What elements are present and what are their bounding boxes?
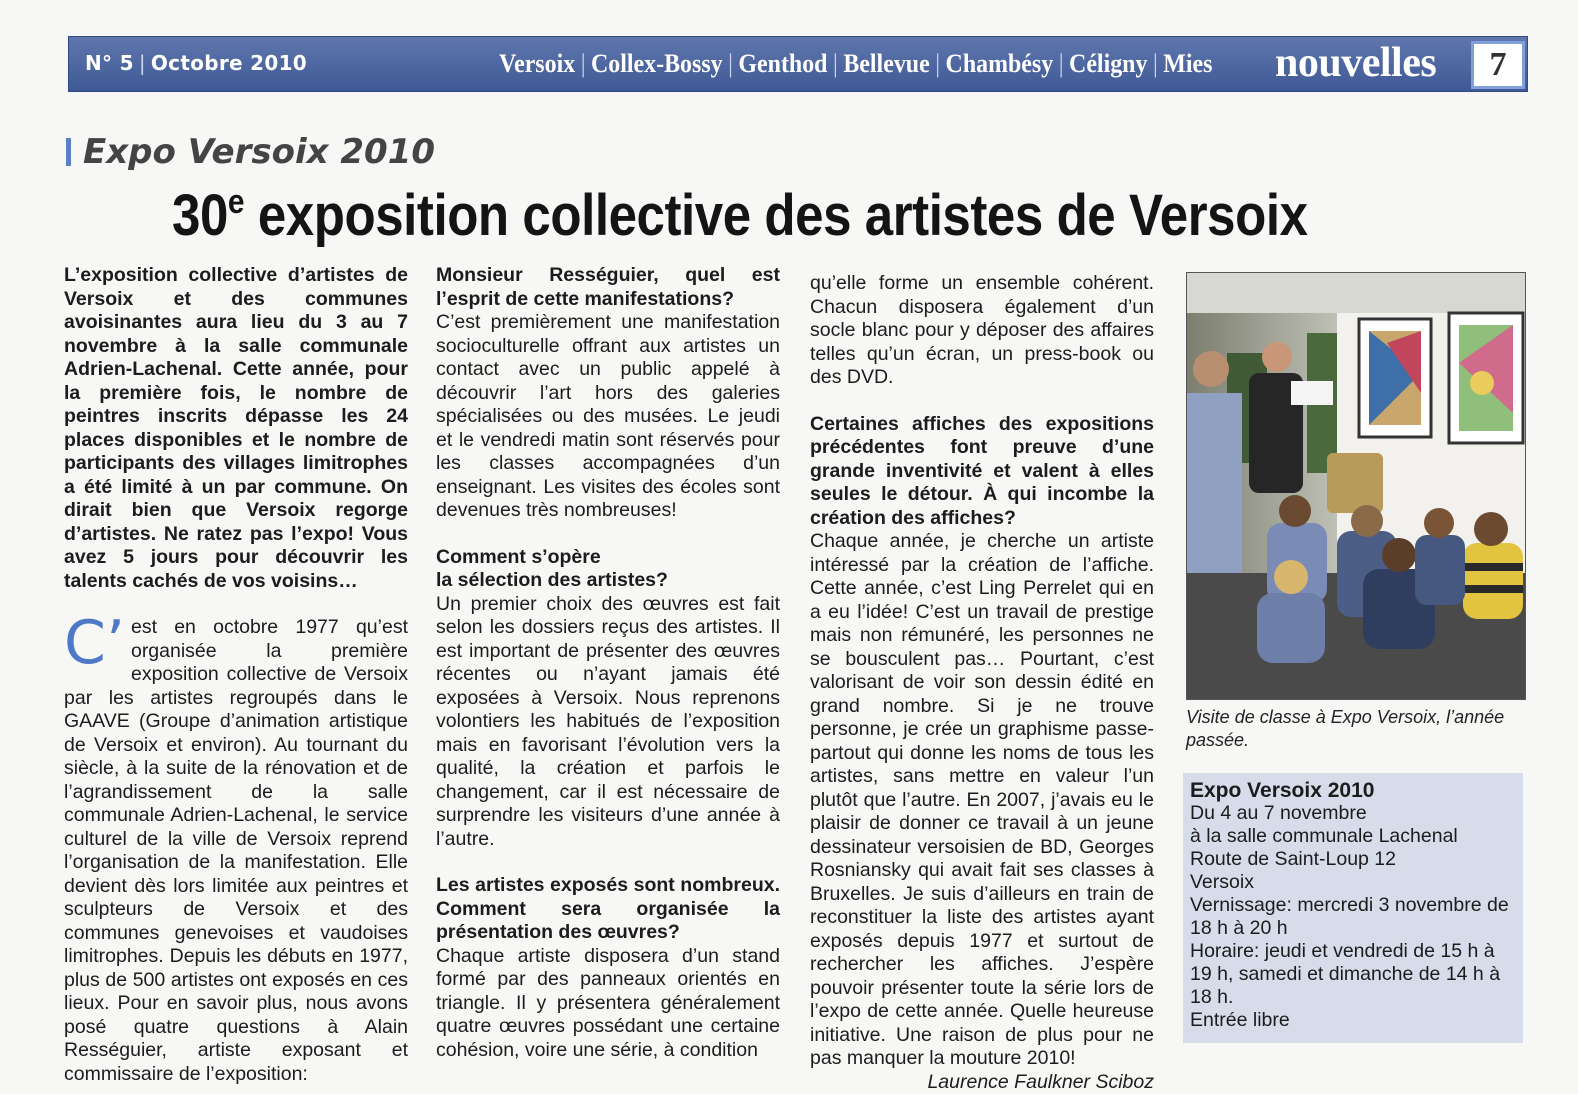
headline-superscript: e (228, 183, 244, 221)
commune: Genthod (738, 49, 827, 78)
headline-number: 30 (172, 183, 228, 248)
event-info-box (1183, 773, 1523, 1043)
info-hours: Horaire: jeudi et vendredi de 15 h à 19 h, samedi et dimanche de 14 h à 18 h. (1190, 940, 1516, 1009)
question-1: Monsieur Rességuier, quel est l’esprit de cette manifestations? (436, 264, 780, 311)
answer-3: Chaque artiste disposera d’un stand formé par des panneaux orientés en triangle. Il y présentera généralement quatre œuvres possédant une certaine cohésion, voire une série, à condition (436, 945, 780, 1063)
article-body-intro (64, 616, 408, 1086)
classroom-visit-photo (1187, 273, 1526, 700)
commune: Mies (1163, 49, 1212, 78)
issue-number: N° 5 (85, 51, 134, 75)
article-headline (172, 182, 1308, 249)
answer-2: Un premier choix des œuvres est fait selon les dossiers reçus des artistes. Il est important de présenter des œuvres récentes ou n’ayant jamais été exposées à Versoix. Nous reprenons volontiers les habitués de l’exposition mais en favorisant l’évolution vers la qualité, la création et parfois le changement, car il est nécessaire de surprendre les visiteurs d’une année à l’autre. (436, 593, 780, 852)
article-photo (1186, 272, 1526, 700)
commune: Bellevue (843, 49, 929, 78)
commune: Chambésy (946, 49, 1054, 78)
headline-text: exposition collective des artistes de Versoix (244, 183, 1307, 248)
question-3: Les artistes exposés sont nombreux. Comment sera organisée la présentation des œuvres? (436, 874, 780, 945)
info-address: Route de Saint-Loup 12 (1190, 848, 1516, 871)
rubric-bar (66, 138, 71, 166)
body-text: est en octobre 1977 qu’est organisée la première exposition collective de Versoix par les artistes regroupés dans le GAAVE (Groupe d’animation artistique de Versoix et environ). Au tournant du siècle, à la suite de la rénovation et de l’agrandissement de la salle communale Adrien-Lachenal, le service culturel de la ville de Versoix reprend l’organisation de la manifestation. Elle devient dès lors limitée aux peintres et sculpteurs de Versoix et des communes genevoises et vaudoises limitrophes. Depuis les débuts en 1977, plus de 500 artistes ont exposés en ces lieux. Pour en savoir plus, nous avons posé quatre questions à Alain Rességuier, artiste exposant et commissaire de l’exposition: (64, 616, 408, 1085)
answer-1: C’est premièrement une manifestation socioculturelle offrant aux artistes un contact avec un public appelé à découvrir l’art hors des galeries spécialisées ou des musées. Le jeudi et le vendredi matin sont réservés pour les classes accompagnées d’un enseignant. Les visites des écoles sont devenues très nombreuses! (436, 311, 780, 523)
commune: Versoix (499, 49, 575, 78)
page-number: 7 (1471, 41, 1525, 89)
rubric-text: Expo Versoix 2010 (83, 132, 435, 172)
info-city: Versoix (1190, 871, 1516, 894)
info-venue: à la salle communale Lachenal (1190, 825, 1516, 848)
commune: Collex-Bossy (591, 49, 723, 78)
issue-date: Octobre 2010 (151, 51, 307, 75)
info-dates: Du 4 au 7 novembre (1190, 802, 1516, 825)
commune: Céligny (1069, 49, 1147, 78)
publication-brand: nouvelles (1275, 39, 1436, 87)
info-entry: Entrée libre (1190, 1009, 1516, 1032)
article-lead: L’exposition collective d’artistes de Versoix et des communes avoisinantes aura lieu du 3 au 7 novembre à la salle communale Adrien-Lachenal. Cette année, pour la première fois, le nombre de peintres inscrits dépasse les 24 places disponibles et le nombre de participants des villages limitrophes a été limité à un par commune. On dirait bien que Versoix regorge d’artistes. Ne ratez pas l’expo! Vous avez 5 jours pour découvrir les talents cachés de vos voisins… (64, 264, 408, 593)
drop-cap: C’ (64, 618, 125, 668)
photo-caption: Visite de classe à Expo Versoix, l’année passée. (1186, 706, 1526, 752)
page-banner (68, 36, 1528, 92)
question-2-line-1: Comment s’opère (436, 546, 601, 568)
question-4: Certaines affiches des expositions précédentes font preuve d’une grande inventivité et valent à elles seules le détour. À qui incombe la création des affiches? (810, 413, 1154, 531)
article-column-2 (436, 264, 780, 1062)
author-signature: Laurence Faulkner Sciboz (810, 1071, 1154, 1094)
answer-4: Chaque année, je cherche un artiste intéressé par la création de l’affiche. Cette année, c’est Ling Perrelet qui en a eu l’idée! C’est un travail de prestige mais non rémunéré, les personnes ne se bousculent pas… Pourtant, c’est valorisant de voir son dessin édité en grand nombre. Si je ne trouve personne, je crée un graphisme passe-partout qui donne les noms de tous les artistes, sans mettre en valeur l’un plutôt que l’autre. En 2007, j’avais eu le plaisir de donner ce travail à un jeune dessinateur versoisien de BD, Georges Rosniansky qui avait fait ses classes à Bruxelles. Je suis d’ailleurs en train de reconstituer la liste des artistes ayant exposés depuis 1977 et surtout de rechercher les affiches. J’espère pouvoir présenter toute la série lors de l’expo de cette année. Quelle heureuse initiative. Une raison de plus pour ne pas manquer la mouture 2010! (810, 530, 1154, 1071)
communes-list: Versoix | Collex-Bossy | Genthod | Bellevue | Chambésy | Céligny | Mies (499, 49, 1212, 79)
issue-info: N° 5 | Octobre 2010 (85, 51, 307, 75)
section-rubric (66, 132, 435, 172)
info-title: Expo Versoix 2010 (1190, 779, 1516, 802)
question-2-line-2: la sélection des artistes? (436, 569, 668, 591)
article-column-3 (810, 272, 1154, 1094)
article-column-1 (64, 264, 408, 1086)
question-2 (436, 546, 780, 593)
info-vernissage: Vernissage: mercredi 3 novembre de 18 h à 20 h (1190, 894, 1516, 940)
answer-3-continued: qu’elle forme un ensemble cohérent. Chacun disposera également d’un socle blanc pour y déposer des affaires telles qu’un écran, un press-book ou des DVD. (810, 272, 1154, 390)
